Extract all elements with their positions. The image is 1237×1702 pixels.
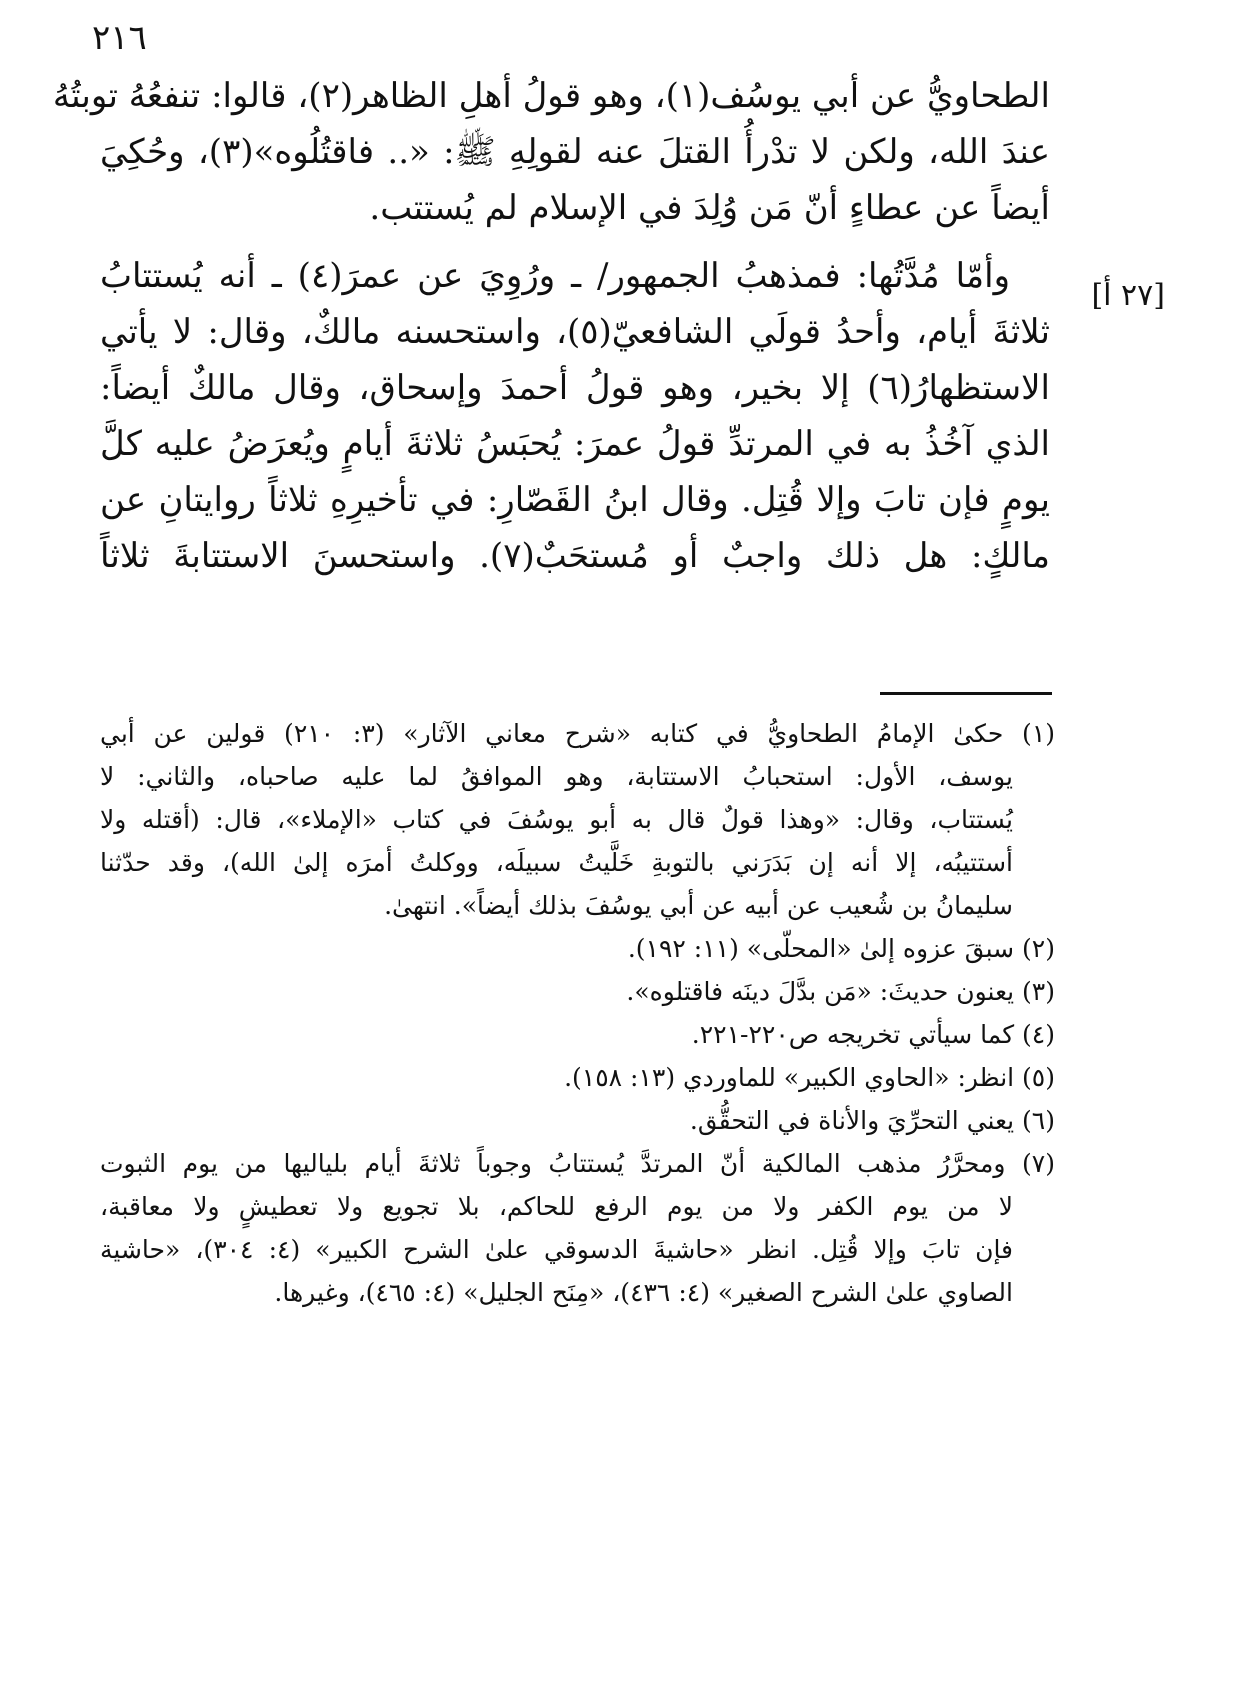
footnote-line: لا من يوم الكفر ولا من يوم الرفع للحاكم، بلا تجويع ولا تعطيشٍ ولا معاقبة، — [100, 1192, 1013, 1221]
text-line: الطحاويُّ عن أبي يوسُف(١)، وهو قولُ أهلِ الظاهر(٢)، قالوا: تنفعُهُ توبتُهُ — [52, 76, 1050, 116]
footnote-line: يُستتاب، وقال: «وهذا قولٌ قال به أبو يوسُفَ في كتاب «الإملاء»، قال: (أقتله ولا — [100, 805, 1013, 834]
footnote-line: أستتيبُه، إلا أنه إن بَدَرَني بالتوبةِ خَلَّيتُ سبيلَه، ووكلتُ أمرَه إلىٰ الله)، وقد حدّثنا — [100, 848, 1013, 877]
text-line: يومٍ فإن تابَ وإلا قُتِل. وقال ابنُ القَصّارِ: في تأخيرِهِ ثلاثاً روايتانِ عن — [100, 480, 1050, 520]
text-line: ثلاثةَ أيام، وأحدُ قولَي الشافعيّ(٥)، واستحسنه مالكٌ، وقال: لا يأتي — [100, 312, 1050, 352]
footnote-line: (٢) سبقَ عزوه إلىٰ «المحلّى» (١١: ١٩٢). — [627, 934, 1055, 963]
footnote-line: (٧) ومحرَّرُ مذهب المالكية أنّ المرتدَّ يُستتابُ وجوباً ثلاثةَ أيام بلياليها من يوم الثبوت — [100, 1149, 1055, 1178]
footnote-line: (٥) انظر: «الحاوي الكبير» للماوردي (١٣: ١٥٨). — [564, 1063, 1055, 1092]
text-line: مالكٍ: هل ذلك واجبٌ أو مُستحَبٌ(٧). واستحسنَ الاستتابةَ ثلاثاً — [100, 536, 1050, 576]
main-text — [52, 68, 1050, 584]
footnote-7 — [100, 1142, 1055, 1314]
footnote-3 — [100, 970, 1055, 1013]
footnotes — [100, 712, 1055, 1314]
footnote-line: يوسف، الأول: استحبابُ الاستتابة، وهو الموافقُ لما عليه صاحباه، والثاني: لا — [100, 762, 1013, 791]
paragraph-1 — [52, 68, 1050, 236]
footnote-6 — [100, 1099, 1055, 1142]
footnote-separator — [880, 692, 1052, 695]
margin-folio-reference: [٢٧ أ] — [1091, 278, 1165, 313]
text-line: الذي آخُذُ به في المرتدِّ قولُ عمرَ: يُحبَسُ ثلاثةَ أيامٍ ويُعرَضُ عليه كلَّ — [100, 424, 1050, 464]
page-number: ٢١٦ — [92, 18, 147, 58]
footnote-line: (٤) كما سيأتي تخريجه ص٢٢٠-٢٢١. — [691, 1020, 1055, 1049]
footnote-5 — [100, 1056, 1055, 1099]
paragraph-2 — [100, 248, 1050, 304]
text-line: وأمّا مُدَّتُها: فمذهبُ الجمهور/ ـ ورُوِيَ عن عمرَ(٤) ـ أنه يُستتابُ — [100, 256, 1011, 296]
footnote-line: (٦) يعني التحرِّيَ والأناة في التحقُّق. — [689, 1106, 1055, 1135]
footnote-2 — [100, 927, 1055, 970]
footnote-line: (٣) يعنون حديثَ: «مَن بدَّلَ دينَه فاقتلوه». — [626, 977, 1055, 1006]
footnote-line: (١) حكىٰ الإمامُ الطحاويُّ في كتابه «شرح معاني الآثار» (٣: ٢١٠) قولين عن أبي — [100, 719, 1056, 748]
footnote-line: سليمانُ بن شُعيب عن أبيه عن أبي يوسُفَ بذلك أيضاً». انتهىٰ. — [384, 891, 1013, 920]
footnote-line: فإن تابَ وإلا قُتِل. انظر «حاشيةَ الدسوقي علىٰ الشرح الكبير» (٤: ٣٠٤)، «حاشية — [100, 1235, 1014, 1264]
text-line: أيضاً عن عطاءٍ أنّ مَن وُلِدَ في الإسلام لم يُستتب. — [369, 188, 1050, 228]
footnote-1 — [100, 712, 1055, 927]
footnote-line: الصاوي علىٰ الشرح الصغير» (٤: ٤٣٦)، «مِنَح الجليل» (٤: ٤٦٥)، وغيرها. — [274, 1278, 1013, 1307]
footnote-4 — [100, 1013, 1055, 1056]
text-line: الاستظهارُ(٦) إلا بخير، وهو قولُ أحمدَ وإسحاق، وقال مالكٌ أيضاً: — [100, 368, 1050, 408]
text-line: عندَ الله، ولكن لا تدْرأُ القتلَ عنه لقولِهِ ﷺ: «.. فاقتُلُوه»(٣)، وحُكِيَ — [100, 132, 1050, 172]
paragraph-2-continued — [100, 304, 1050, 584]
